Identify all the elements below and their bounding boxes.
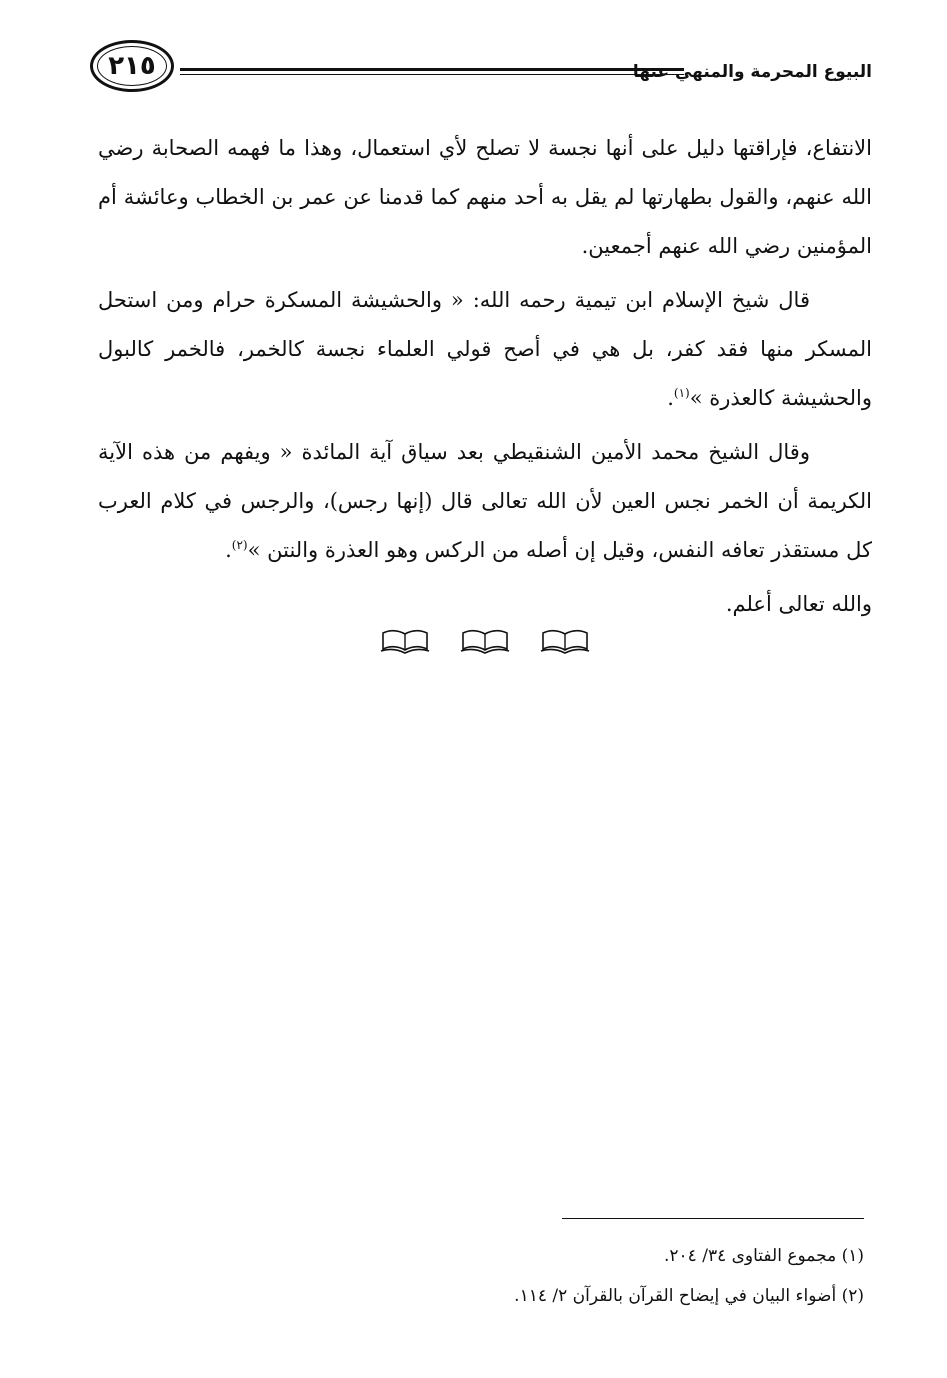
paragraph bbox=[98, 428, 872, 575]
paragraph-end-punct: . bbox=[225, 538, 232, 562]
paragraph-text: الانتفاع، فإراقتها دليل على أنها نجسة لا تصلح لأي استعمال، وهذا ما فهمه الصحابة رضي الله عنهم، والقول بطهارتها لم يقل به أحد منهم كما قدمنا عن عمر بن الخطاب وعائشة أم المؤمنين رضي الله عنهم أجمعين. bbox=[98, 136, 872, 258]
header-rule-thin bbox=[180, 74, 684, 75]
paragraph-text: وقال الشيخ محمد الأمين الشنقيطي بعد سياق آية المائدة « ويفهم من هذه الآية الكريمة أن الخمر نجس العين لأن الله تعالى قال (إنها رجس)، والرجس في كلام العرب كل مستقذر تعافه النفس، وقيل إن أصله من الركس وهو العذرة والنتن » bbox=[98, 440, 872, 562]
paragraph-text: والله تعالى أعلم. bbox=[725, 592, 872, 616]
page-number: ٢١٥ bbox=[108, 51, 156, 81]
footnote-separator bbox=[562, 1218, 864, 1219]
page-number-badge bbox=[90, 40, 174, 92]
footnote-reference: (٢) bbox=[231, 538, 248, 552]
footnote-reference: (١) bbox=[673, 386, 690, 400]
footnote: (١) مجموع الفتاوى ٣٤/ ٢٠٤. bbox=[663, 1246, 864, 1266]
open-book-icon bbox=[540, 627, 590, 655]
open-book-icon bbox=[460, 627, 510, 655]
header-rule bbox=[180, 68, 684, 71]
paragraph-text: قال شيخ الإسلام ابن تيمية رحمه الله: « والحشيشة المسكرة حرام ومن استحل المسكر منها فقد كفر، بل هي في أصح قولي العلماء نجسة كالخمر، فالخمر كالبول والحشيشة كالعذرة » bbox=[98, 288, 872, 410]
page-header bbox=[88, 40, 872, 106]
section-end-ornament bbox=[380, 624, 590, 658]
footnotes bbox=[400, 1236, 864, 1316]
paragraph bbox=[98, 276, 872, 423]
paragraph bbox=[98, 580, 872, 629]
footnote: (٢) أضواء البيان في إيضاح القرآن بالقرآن ٢/ ١١٤. bbox=[514, 1286, 864, 1306]
paragraph bbox=[98, 124, 872, 271]
body-text bbox=[98, 124, 872, 634]
running-title: البيوع المحرمة والمنهي عنها bbox=[632, 62, 872, 82]
open-book-icon bbox=[380, 627, 430, 655]
paragraph-end-punct: . bbox=[667, 386, 674, 410]
